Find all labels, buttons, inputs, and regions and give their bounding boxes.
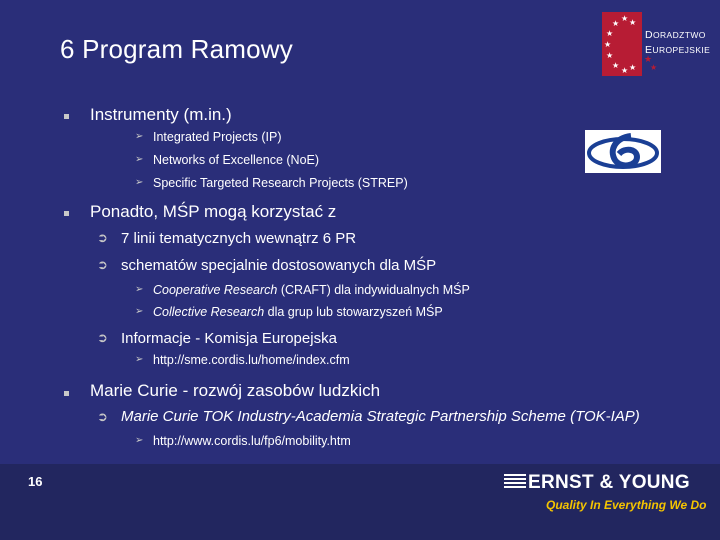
bullet-square-icon — [64, 391, 69, 396]
eu-stars-logo — [602, 12, 642, 76]
bullet-square-icon — [64, 114, 69, 119]
arrow-bullet-icon: ➢ — [135, 284, 144, 295]
svg-text:★: ★ — [629, 63, 637, 72]
info-commission: Informacje - Komisja Europejska — [121, 330, 337, 347]
section-sme: Ponadto, MŚP mogą korzystać z — [90, 202, 337, 221]
arrow-bullet-icon: ➢ — [135, 154, 144, 165]
sme-schemes: schematów specjalnie dostosowanych dla MŚP — [121, 257, 437, 274]
arrow-bullet-icon: ➢ — [135, 435, 144, 446]
circle-arrow-bullet-icon: ➲ — [97, 331, 108, 346]
ey-tagline: Quality In Everything We Do — [546, 498, 707, 512]
scheme-collective — [153, 305, 443, 319]
svg-text:★: ★ — [612, 61, 620, 70]
svg-text:★: ★ — [644, 55, 653, 65]
scheme-cooperative-name: Cooperative Research — [153, 283, 278, 297]
svg-text:★: ★ — [606, 51, 614, 60]
page-number: 16 — [28, 474, 43, 489]
arrow-bullet-icon: ➢ — [135, 306, 144, 317]
svg-text:★: ★ — [629, 18, 637, 27]
arrow-bullet-icon: ➢ — [135, 354, 144, 365]
logo-line1: ORADZTWO — [652, 30, 706, 40]
fp6-logo — [585, 130, 661, 173]
scheme-cooperative-desc: (CRAFT) dla indywidualnych MŚP — [277, 283, 470, 297]
scheme-collective-desc: dla grup lub stowarzyszeń MŚP — [264, 305, 443, 319]
svg-text:★: ★ — [612, 19, 620, 28]
circle-arrow-bullet-icon: ➲ — [97, 231, 108, 246]
sme-cordis-link[interactable]: http://sme.cordis.lu/home/index.cfm — [153, 353, 350, 367]
circle-arrow-bullet-icon: ➲ — [97, 410, 108, 425]
scheme-cooperative — [153, 283, 470, 297]
arrow-bullet-icon: ➢ — [135, 131, 144, 142]
svg-text:★: ★ — [621, 66, 629, 75]
scheme-collective-name: Collective Research — [153, 305, 265, 319]
logo-initial-e: E — [645, 44, 653, 56]
section-instruments: Instrumenty (m.in.) — [90, 105, 232, 124]
circle-arrow-bullet-icon: ➲ — [97, 258, 108, 273]
stars-icon — [602, 12, 642, 76]
instrument-strep: Specific Targeted Research Projects (STREP) — [153, 176, 408, 190]
fp6-six-icon — [585, 130, 661, 173]
instrument-noe: Networks of Excellence (NoE) — [153, 153, 320, 167]
mobility-link[interactable]: http://www.cordis.lu/fp6/mobility.htm — [153, 434, 351, 448]
svg-text:★: ★ — [604, 40, 612, 49]
logo-initial-d: D — [645, 29, 653, 41]
section-marie-curie: Marie Curie - rozwój zasobów ludzkich — [90, 381, 381, 400]
svg-text:★: ★ — [650, 63, 658, 72]
star-accent-icon — [644, 52, 660, 72]
marie-curie-tok: Marie Curie TOK Industry-Academia Strategic Partnership Scheme (TOK-IAP) — [121, 408, 640, 425]
ernst-young-logo: ERNST & YOUNG — [528, 472, 690, 493]
bullet-square-icon — [64, 211, 69, 216]
instrument-ip: Integrated Projects (IP) — [153, 130, 282, 144]
sme-thematic-lines: 7 linii tematycznych wewnątrz 6 PR — [121, 230, 357, 247]
arrow-bullet-icon: ➢ — [135, 177, 144, 188]
logo-line2: UROPEJSKIE — [652, 45, 711, 55]
slide-title: 6 Program Ramowy — [60, 34, 293, 64]
svg-text:★: ★ — [621, 14, 629, 23]
svg-text:★: ★ — [606, 29, 614, 38]
ey-stripes-icon — [504, 474, 526, 490]
